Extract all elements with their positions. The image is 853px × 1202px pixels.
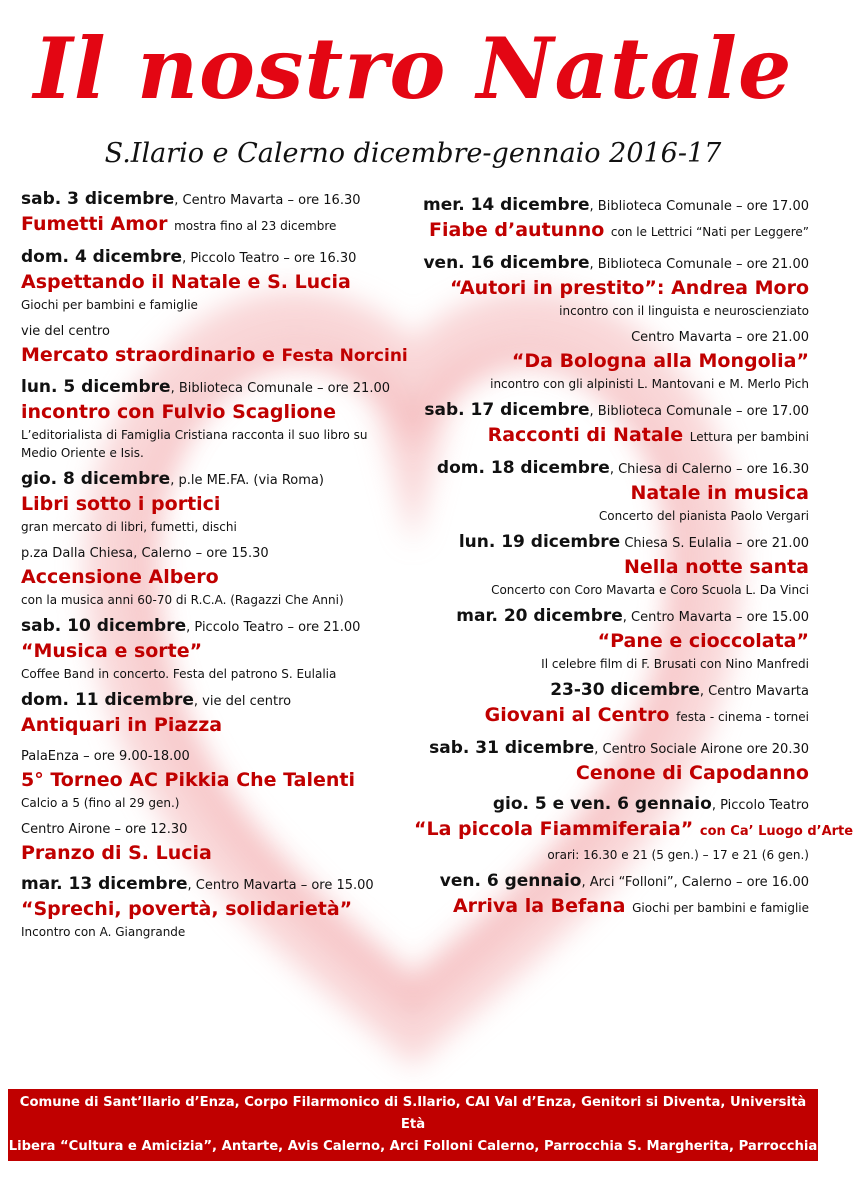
footer-line: Comune di Sant’Ilario d’Enza, Corpo Filarmonico di S.Ilario, CAI Val d’Enza, Genitori si Diventa, Università Età	[19, 1095, 807, 1132]
event-title: “Sprechi, povertà, solidarietà”	[21, 898, 353, 920]
event	[414, 739, 809, 787]
event-title: “Autori in prestito”: Andrea Moro	[449, 277, 809, 299]
event-date: mar. 13 dicembre	[21, 874, 188, 894]
footer-line: Libera “Cultura e Amicizia”, Antarte, Avis Calerno, Arci Folloni Calerno, Parrocchia S. Margherita, Parrocchia S.	[8, 1139, 818, 1176]
event-desc: Il celebre film di F. Brusati con Nino Manfredi	[541, 657, 809, 671]
event	[414, 459, 809, 525]
event-title-note: con le Lettrici “Nati per Leggere”	[610, 225, 809, 239]
event-title: Aspettando il Natale e S. Lucia	[21, 271, 351, 293]
event-info: , vie del centro	[193, 694, 292, 709]
event-title-note: con Ca’ Luogo d’Arte	[699, 824, 853, 839]
event	[21, 691, 416, 739]
event-info: Chiesa S. Eulalia – ore 21.00	[620, 536, 809, 551]
event-title: “Pane e cioccolata”	[597, 630, 809, 652]
event-date: mar. 20 dicembre	[456, 606, 623, 626]
event-title: Accensione Albero	[21, 566, 219, 588]
event-info: , Chiesa di Calerno – ore 16.30	[609, 462, 809, 477]
event-title-note: Festa Norcini	[281, 346, 408, 366]
event-info: , Piccolo Teatro – ore 21.00	[186, 620, 361, 635]
event	[21, 617, 416, 683]
event-title: Cenone di Capodanno	[575, 762, 809, 784]
event-title-note: mostra fino al 23 dicembre	[174, 219, 337, 233]
event-info: Centro Mavarta – ore 21.00	[631, 330, 809, 345]
event-date: dom. 18 dicembre	[436, 458, 610, 478]
event	[21, 378, 416, 462]
event-date: dom. 11 dicembre	[21, 690, 194, 710]
event	[414, 328, 809, 393]
event-title: Arriva la Befana	[452, 895, 626, 917]
event-title: incontro con Fulvio Scaglione	[21, 401, 336, 423]
footer-line: Eulalia, Teatro L’Attesa, Al Filos, Centro Sociale Airone, Sporting Club, AC Pikkia, Meglio S.Ilario	[57, 1183, 769, 1198]
event-date: ven. 6 gennaio	[439, 871, 582, 891]
event	[414, 533, 809, 599]
page-title: Il nostro Natale	[33, 19, 793, 118]
event	[414, 254, 809, 320]
left-column	[21, 190, 416, 949]
event-date: 23-30 dicembre	[550, 680, 700, 700]
event-desc: L’editorialista di Famiglia Cristiana racconta il suo libro su	[21, 428, 368, 442]
event	[21, 470, 416, 536]
event-title: Giovani al Centro	[484, 704, 670, 726]
event-info: , Biblioteca Comunale – ore 17.00	[589, 199, 809, 214]
event-date: sab. 17 dicembre	[424, 400, 590, 420]
event	[21, 747, 416, 812]
page-subtitle: S.Ilario e Calerno dicembre-gennaio 2016-17	[104, 138, 722, 169]
event-title: Pranzo di S. Lucia	[21, 842, 212, 864]
event-title-note: festa - cinema - tornei	[676, 710, 809, 724]
event	[414, 681, 809, 731]
event	[21, 820, 416, 867]
event-info: , Biblioteca Comunale – ore 21.00	[170, 381, 391, 396]
event-title: Antiquari in Piazza	[21, 714, 223, 736]
event-title: “Musica e sorte”	[21, 640, 203, 662]
event-info: Centro Airone – ore 12.30	[21, 822, 188, 837]
event-date: lun. 5 dicembre	[21, 377, 171, 397]
event	[414, 872, 809, 922]
event-info: , Centro Sociale Airone ore 20.30	[594, 742, 809, 757]
event-title-note: Giochi per bambini e famiglie	[632, 901, 809, 915]
event-desc: Concerto con Coro Mavarta e Coro Scuola L. Da Vinci	[491, 583, 809, 597]
event	[414, 196, 809, 246]
event-desc: gran mercato di libri, fumetti, dischi	[21, 520, 237, 534]
event-info: PalaEnza – ore 9.00-18.00	[21, 749, 190, 764]
event-title: Nella notte santa	[623, 556, 809, 578]
event-info: , Centro Mavarta	[699, 684, 809, 699]
event-desc: incontro con il linguista e neuroscienziato	[559, 304, 809, 318]
event-info: , Centro Mavarta – ore 16.30	[174, 193, 361, 208]
event	[414, 607, 809, 673]
event-desc: orari: 16.30 e 21 (5 gen.) – 17 e 21 (6 gen.)	[547, 848, 809, 862]
event-title: “La piccola Fiammiferaia”	[414, 818, 694, 840]
event-date: gio. 5 e ven. 6 gennaio	[492, 794, 712, 814]
event-title: Libri sotto i portici	[21, 493, 221, 515]
event-desc: Incontro con A. Giangrande	[21, 925, 186, 939]
event-date: dom. 4 dicembre	[21, 247, 183, 267]
event-desc: Coffee Band in concerto. Festa del patrono S. Eulalia	[21, 667, 337, 681]
right-column	[414, 195, 853, 930]
event-info: , Piccolo Teatro	[711, 798, 809, 813]
event-date: lun. 19 dicembre	[458, 532, 621, 552]
event-date: ven. 16 dicembre	[423, 253, 590, 273]
event	[21, 322, 416, 370]
event-title: Racconti di Natale	[487, 424, 684, 446]
event	[414, 401, 809, 451]
event-info: , Biblioteca Comunale – ore 21.00	[589, 257, 809, 272]
event-desc: Giochi per bambini e famiglie	[21, 298, 198, 312]
event-info: vie del centro	[21, 324, 110, 339]
event	[21, 248, 416, 314]
event-info: , p.le ME.FA. (via Roma)	[170, 473, 324, 488]
event	[414, 794, 853, 864]
event-title: Fiabe d’autunno	[429, 219, 605, 241]
event-desc: incontro con gli alpinisti L. Mantovani e M. Merlo Pich	[490, 377, 809, 391]
event-info: , Centro Mavarta – ore 15.00	[187, 878, 374, 893]
event-title-note: Lettura per bambini	[689, 430, 809, 444]
event-title: Fumetti Amor	[21, 213, 168, 235]
event	[21, 190, 416, 240]
event-desc: Calcio a 5 (fino al 29 gen.)	[21, 796, 180, 810]
event-info: , Centro Mavarta – ore 15.00	[622, 610, 809, 625]
event-desc: Medio Oriente e Isis.	[21, 446, 144, 460]
event-info: p.za Dalla Chiesa, Calerno – ore 15.30	[21, 546, 269, 561]
event	[21, 544, 416, 609]
event-info: , Piccolo Teatro – ore 16.30	[182, 251, 357, 266]
event-title: 5° Torneo AC Pikkia Che Talenti	[21, 769, 356, 791]
sponsors-footer	[8, 1089, 818, 1198]
event-title: “Da Bologna alla Mongolia”	[511, 350, 809, 372]
event-info: , Arci “Folloni”, Calerno – ore 16.00	[581, 875, 809, 890]
event-desc: con la musica anni 60-70 di R.C.A. (Ragazzi Che Anni)	[21, 593, 344, 607]
event-date: sab. 10 dicembre	[21, 616, 187, 636]
event-desc: Concerto del pianista Paolo Vergari	[598, 509, 809, 523]
event-title: Mercato straordinario e	[21, 344, 275, 366]
event-date: sab. 3 dicembre	[21, 189, 175, 209]
event-date: mer. 14 dicembre	[422, 195, 590, 215]
event-date: sab. 31 dicembre	[429, 738, 595, 758]
event-title: Natale in musica	[630, 482, 809, 504]
event-info: , Biblioteca Comunale – ore 17.00	[589, 404, 809, 419]
event-date: gio. 8 dicembre	[21, 469, 171, 489]
event	[21, 875, 416, 941]
